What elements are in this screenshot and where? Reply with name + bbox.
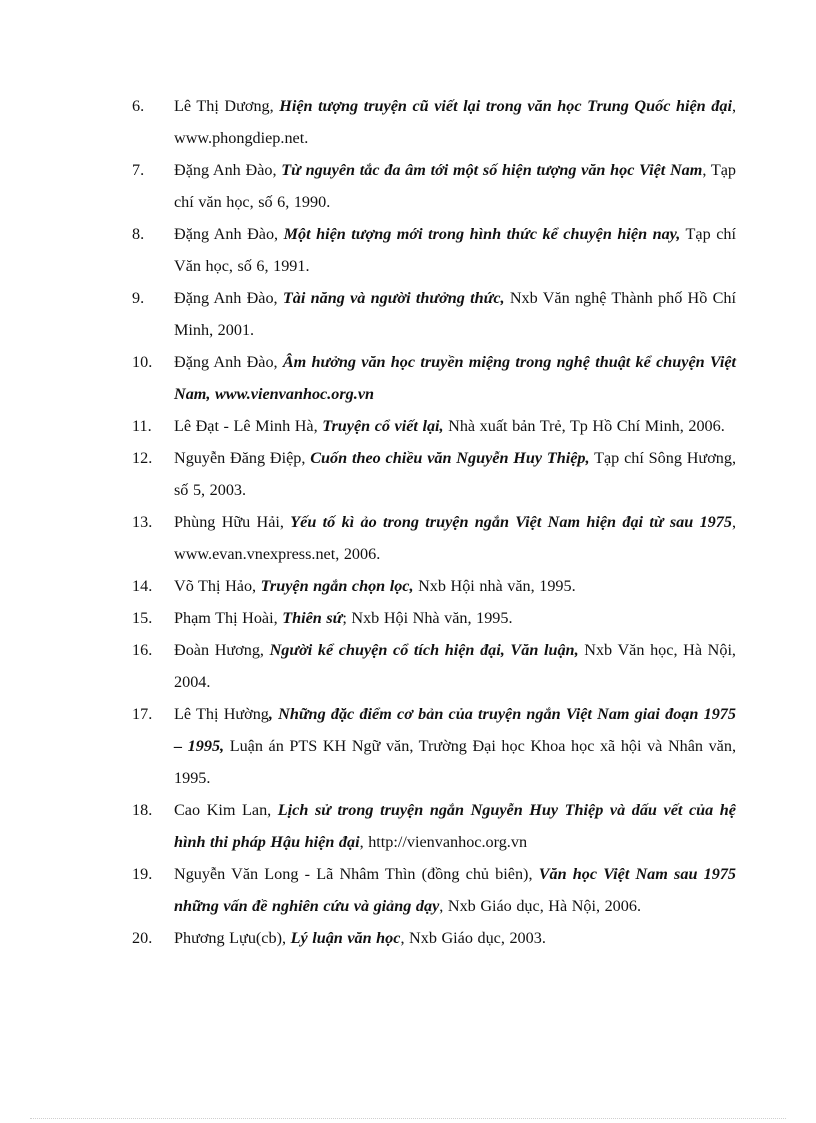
reference-item bbox=[132, 410, 736, 442]
reference-title: Lý luận văn học bbox=[290, 929, 401, 947]
reference-title: Truyện cổ viết lại, bbox=[322, 417, 444, 435]
reference-details: , www.evan.vnexpress.net, 2006. bbox=[174, 513, 736, 563]
reference-number: 19. bbox=[132, 865, 153, 883]
reference-number: 11. bbox=[132, 417, 152, 435]
reference-item bbox=[132, 602, 736, 634]
reference-number: 16. bbox=[132, 641, 153, 659]
reference-author: Lê Thị Hường bbox=[174, 705, 269, 723]
reference-details: , Tạp chí văn học, số 6, 1990. bbox=[174, 161, 737, 211]
reference-author: Phùng Hữu Hải, bbox=[174, 513, 291, 531]
reference-title: Hiện tượng truyện cũ viết lại trong văn học Trung Quốc hiện đại bbox=[279, 97, 732, 115]
reference-number: 10. bbox=[132, 353, 153, 371]
reference-title: Truyện ngắn chọn lọc, bbox=[260, 577, 414, 595]
reference-item bbox=[132, 634, 736, 698]
reference-author: Lê Thị Dương, bbox=[174, 97, 280, 115]
reference-number: 18. bbox=[132, 801, 153, 819]
reference-details: Nxb Hội nhà văn, 1995. bbox=[413, 577, 576, 595]
reference-details: Tạp chí Văn học, số 6, 1991. bbox=[174, 225, 736, 275]
reference-details: ; Nxb Hội Nhà văn, 1995. bbox=[342, 609, 513, 627]
reference-title: Văn học Việt Nam sau 1975 những vấn đề nghiên cứu và giảng dạy bbox=[174, 865, 737, 915]
reference-item bbox=[132, 282, 736, 346]
reference-author: Nguyễn Đăng Điệp, bbox=[174, 449, 311, 467]
reference-title: Yếu tố kì ảo trong truyện ngắn Việt Nam hiện đại từ sau 1975 bbox=[290, 513, 732, 531]
reference-author: Nguyễn Văn Long - Lã Nhâm Thìn (đồng chủ biên), bbox=[174, 865, 539, 883]
reference-author: Cao Kim Lan, bbox=[174, 801, 278, 819]
reference-number: 6. bbox=[132, 97, 145, 115]
reference-item bbox=[132, 698, 736, 794]
reference-details: , www.phongdiep.net. bbox=[174, 97, 736, 147]
reference-number: 9. bbox=[132, 289, 145, 307]
reference-details: Nxb Văn học, Hà Nội, 2004. bbox=[174, 641, 736, 691]
reference-item bbox=[132, 442, 736, 506]
reference-item bbox=[132, 154, 736, 218]
reference-item bbox=[132, 922, 736, 954]
reference-title: Cuốn theo chiều văn Nguyễn Huy Thiệp, bbox=[310, 449, 590, 467]
reference-title: Thiên sứ bbox=[282, 609, 343, 627]
reference-author: Phạm Thị Hoài, bbox=[174, 609, 283, 627]
reference-list bbox=[132, 90, 736, 954]
reference-author: Đoàn Hương, bbox=[174, 641, 270, 659]
reference-number: 12. bbox=[132, 449, 153, 467]
reference-author: Lê Đạt - Lê Minh Hà, bbox=[174, 417, 323, 435]
reference-item bbox=[132, 346, 736, 410]
reference-number: 7. bbox=[132, 161, 145, 179]
reference-item bbox=[132, 90, 736, 154]
page-bottom-divider bbox=[30, 1118, 786, 1119]
reference-number: 14. bbox=[132, 577, 153, 595]
reference-number: 13. bbox=[132, 513, 153, 531]
reference-details: , Nxb Giáo dục, Hà Nội, 2006. bbox=[439, 897, 642, 915]
reference-number: 17. bbox=[132, 705, 153, 723]
reference-details: Nhà xuất bản Trẻ, Tp Hồ Chí Minh, 2006. bbox=[443, 417, 725, 435]
reference-details: Nxb Văn nghệ Thành phố Hồ Chí Minh, 2001. bbox=[174, 289, 737, 339]
reference-details: Luận án PTS KH Ngữ văn, Trường Đại học Khoa học xã hội và Nhân văn, 1995. bbox=[174, 737, 737, 787]
reference-details: Tạp chí Sông Hương, số 5, 2003. bbox=[174, 449, 736, 499]
reference-number: 8. bbox=[132, 225, 145, 243]
reference-item bbox=[132, 506, 736, 570]
reference-title: Từ nguyên tắc đa âm tới một số hiện tượng văn học Việt Nam bbox=[281, 161, 703, 179]
reference-author: Đặng Anh Đào, bbox=[174, 225, 284, 243]
reference-title: Người kể chuyện cổ tích hiện đại, Văn luận, bbox=[269, 641, 579, 659]
reference-item bbox=[132, 794, 736, 858]
reference-author: Đặng Anh Đào, bbox=[174, 353, 283, 371]
reference-item bbox=[132, 858, 736, 922]
reference-number: 15. bbox=[132, 609, 153, 627]
reference-author: Đặng Anh Đào, bbox=[174, 289, 283, 307]
reference-details: , http://vienvanhoc.org.vn bbox=[359, 833, 528, 851]
reference-author: Phương Lựu(cb), bbox=[174, 929, 291, 947]
reference-title: Lịch sử trong truyện ngắn Nguyễn Huy Thiệp và dấu vết của hệ hình thi pháp Hậu hiện đại bbox=[174, 801, 736, 851]
reference-details: , Nxb Giáo dục, 2003. bbox=[400, 929, 546, 947]
reference-author: Võ Thị Hảo, bbox=[174, 577, 261, 595]
reference-title: Tài năng và người thưởng thức, bbox=[282, 289, 505, 307]
reference-title: Âm hưởng văn học truyền miệng trong nghệ thuật kể chuyện Việt Nam, www.vienvanhoc.org.vn bbox=[174, 353, 737, 403]
reference-author: Đặng Anh Đào, bbox=[174, 161, 282, 179]
reference-item bbox=[132, 570, 736, 602]
reference-title: , Những đặc điểm cơ bản của truyện ngắn Việt Nam giai đoạn 1975 – 1995, bbox=[174, 705, 736, 755]
reference-item bbox=[132, 218, 736, 282]
reference-title: Một hiện tượng mới trong hình thức kể chuyện hiện nay, bbox=[283, 225, 681, 243]
reference-number: 20. bbox=[132, 929, 153, 947]
